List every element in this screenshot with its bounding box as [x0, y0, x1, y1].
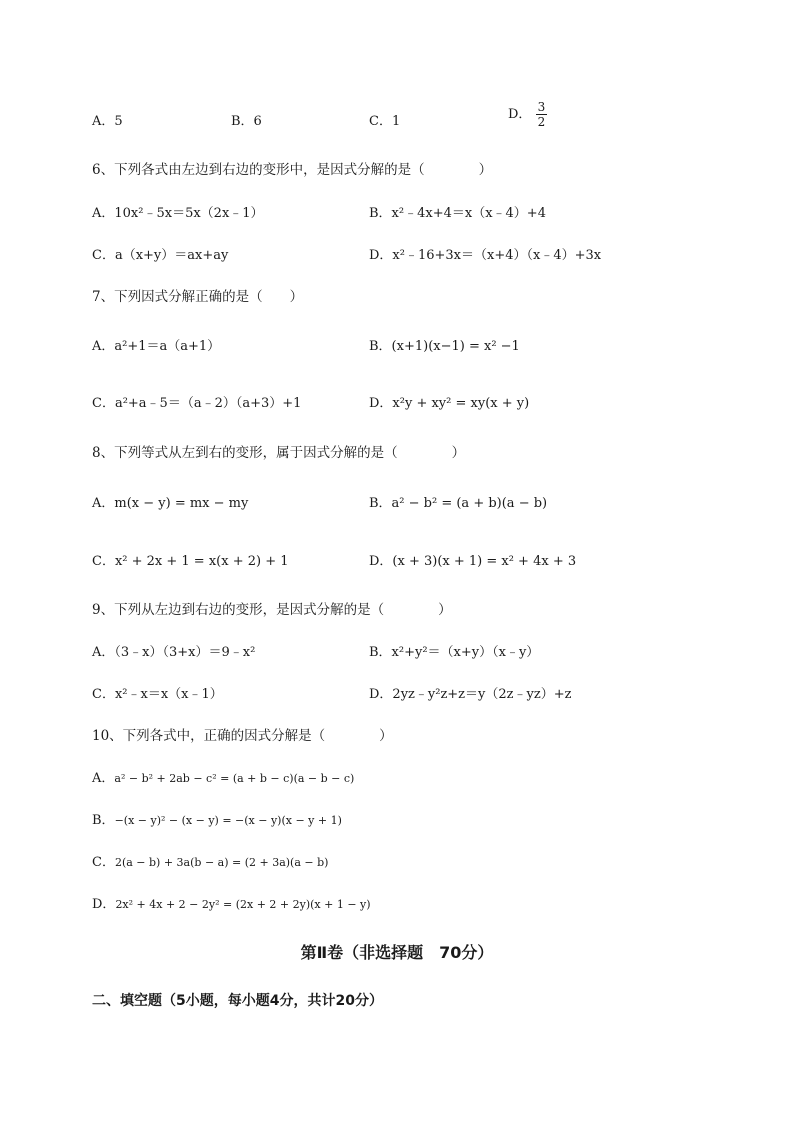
q10-option-d — [92, 893, 371, 912]
q10-option-a-label: A． — [92, 771, 115, 786]
fraction-numerator: 3 — [537, 100, 546, 114]
q10-option-a — [92, 767, 354, 786]
q10-option-c — [92, 851, 328, 870]
q10-option-d-formula: 2x² + 4x + 2 − 2y² = (2x + 2 + 2y)(x + 1 − y) — [115, 898, 371, 911]
q8-option-c: C．x² + 2x + 1 = x(x + 2) + 1 — [92, 554, 289, 569]
q9-option-a: A．（3﹣x）（3+x）＝9﹣x² — [92, 645, 256, 660]
q10-option-d-label: D． — [92, 897, 116, 912]
q9-option-c: C．x²﹣x＝x（x﹣1） — [92, 687, 223, 702]
q5-option-c: C．1 — [369, 114, 401, 129]
q10-option-b-formula: −(x − y)² − (x − y) = −(x − y)(x − y + 1) — [114, 814, 342, 827]
q10-option-c-label: C． — [92, 855, 115, 870]
q8-option-b: B．a² − b² = (a + b)(a − b) — [369, 496, 548, 511]
section-title: 第Ⅱ卷（非选择题 70分） — [300, 943, 494, 962]
q5-option-b: B．6 — [231, 114, 262, 129]
q10-stem: 10、下列各式中，正确的因式分解是（ ） — [92, 728, 393, 744]
q8-option-d: D．(x + 3)(x + 1) = x² + 4x + 3 — [369, 554, 577, 569]
q7-stem: 7、下列因式分解正确的是（ ） — [92, 289, 304, 305]
q9-stem: 9、下列从左边到右边的变形，是因式分解的是（ ） — [92, 602, 452, 618]
q8-option-a: A．m(x − y) = mx − my — [92, 496, 249, 511]
q5-option-a: A．5 — [92, 114, 123, 129]
q7-option-b: B．(x+1)(x−1) = x² −1 — [369, 339, 520, 354]
q6-option-c: C．a（x+y）＝ax+ay — [92, 248, 229, 263]
q5-option-d-fraction — [536, 100, 548, 129]
q10-option-b — [92, 809, 342, 828]
q9-option-b: B．x²+y²＝（x+y）（x﹣y） — [369, 645, 540, 660]
q9-option-d: D．2yz﹣y²z+z＝y（2z﹣yz）+z — [369, 687, 572, 702]
q10-option-c-formula: 2(a − b) + 3a(b − a) = (2 + 3a)(a − b) — [114, 856, 329, 869]
q7-option-c: C．a²+a﹣5＝（a﹣2）（a+3）+1 — [92, 396, 302, 411]
q6-option-a: A．10x²﹣5x＝5x（2x﹣1） — [92, 206, 264, 221]
q8-stem: 8、下列等式从左到右的变形，属于因式分解的是（ ） — [92, 445, 466, 461]
section-subtitle: 二、填空题（5小题，每小题4分，共计20分） — [92, 993, 383, 1009]
q10-option-a-formula: a² − b² + 2ab − c² = (a + b − c)(a − b − c) — [114, 772, 355, 785]
q7-option-d: D．x²y + xy² = xy(x + y) — [369, 396, 530, 411]
q6-stem: 6、下列各式由左边到右边的变形中，是因式分解的是（ ） — [92, 162, 493, 178]
q10-option-b-label: B． — [92, 813, 115, 828]
q5-option-d-label: D． — [508, 107, 532, 122]
q7-option-a: A．a²+1＝a（a+1） — [92, 339, 221, 354]
q6-option-b: B．x²﹣4x+4＝x（x﹣4）+4 — [369, 206, 546, 221]
fraction-denominator: 2 — [537, 115, 546, 129]
q6-option-d: D．x²﹣16+3x＝（x+4）（x﹣4）+3x — [369, 248, 602, 263]
q5-option-d — [508, 100, 547, 129]
